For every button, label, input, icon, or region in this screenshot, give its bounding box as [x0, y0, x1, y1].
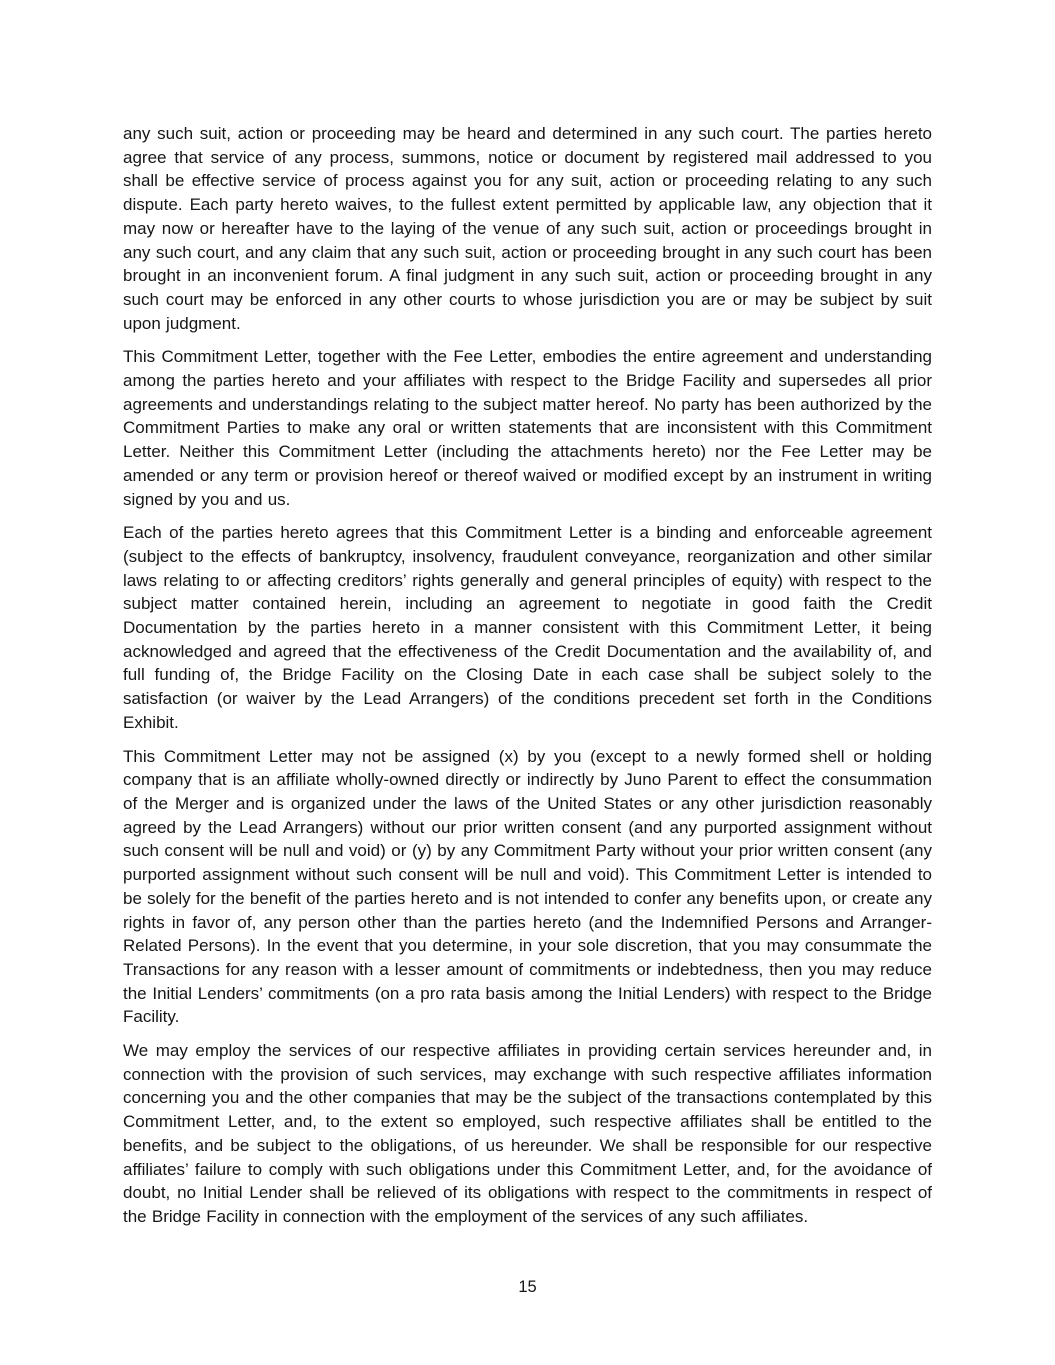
paragraph-jurisdiction-venue: any such suit, action or proceeding may be heard and determined in any such court. The parties hereto agree that service of any process, summons, notice or document by registered mail addressed to you shall be effective service of process against you for any suit, action or proceeding relating to any such dispute. Each party hereto waives, to the fullest extent permitted by applicable law, any objection that it may now or hereafter have to the laying of the venue of any such suit, action or proceedings brought in any such court, and any claim that any such suit, action or proceeding brought in any such court has been brought in an inconvenient forum. A final judgment in any such suit, action or proceeding brought in any such court may be enforced in any other courts to whose jurisdiction you are or may be subject by suit upon judgment.: [123, 124, 932, 333]
document-body: [123, 122, 932, 1239]
paragraph-entire-agreement: This Commitment Letter, together with the Fee Letter, embodies the entire agreement and understanding among the parties hereto and your affiliates with respect to the Bridge Facility and supersedes all prior agreements and understandings relating to the subject matter hereof. No party has been authorized by the Commitment Parties to make any oral or written statements that are inconsistent with this Commitment Letter. Neither this Commitment Letter (including the attachments hereto) nor the Fee Letter may be amended or any term or provision hereof or thereof waived or modified except by an instrument in writing signed by you and us.: [123, 347, 932, 509]
paragraph-binding-agreement: Each of the parties hereto agrees that this Commitment Letter is a binding and enforceable agreement (subject to the effects of bankruptcy, insolvency, fraudulent conveyance, reorganization and other similar laws relating to or affecting creditors’ rights generally and general principles of equity) with respect to the subject matter contained herein, including an agreement to negotiate in good faith the Credit Documentation by the parties hereto in a manner consistent with this Commitment Letter, it being acknowledged and agreed that the effectiveness of the Credit Documentation and the availability of, and full funding of, the Bridge Facility on the Closing Date in each case shall be subject solely to the satisfaction (or waiver by the Lead Arrangers) of the conditions precedent set forth in the Conditions Exhibit.: [123, 523, 932, 732]
paragraph-assignment: This Commitment Letter may not be assigned (x) by you (except to a newly formed shell or holding company that is an affiliate wholly-owned directly or indirectly by Juno Parent to effect the consummation of the Merger and is organized under the laws of the United States or any other jurisdiction reasonably agreed by the Lead Arrangers) without our prior written consent (and any purported assignment without such consent will be null and void) or (y) by any Commitment Party without your prior written consent (any purported assignment without such consent will be null and void). This Commitment Letter is intended to be solely for the benefit of the parties hereto and is not intended to confer any benefits upon, or create any rights in favor of, any person other than the parties hereto (and the Indemnified Persons and Arranger-Related Persons). In the event that you determine, in your sole discretion, that you may consummate the Transactions for any reason with a lesser amount of commitments or indebtedness, then you may reduce the Initial Lenders’ commitments (on a pro rata basis among the Initial Lenders) with respect to the Bridge Facility.: [123, 746, 932, 1027]
page-number: 15: [518, 1278, 537, 1296]
paragraph-affiliate-services: We may employ the services of our respective affiliates in providing certain services hereunder and, in connection with the provision of such services, may exchange with such respective affiliates information concerning you and the other companies that may be the subject of the transactions contemplated by this Commitment Letter, and, to the extent so employed, such respective affiliates shall be entitled to the benefits, and be subject to the obligations, of us hereunder. We shall be responsible for our respective affiliates’ failure to comply with such obligations under this Commitment Letter, and, for the avoidance of doubt, no Initial Lender shall be relieved of its obligations with respect to the commitments in respect of the Bridge Facility in connection with the employment of the services of any such affiliates.: [123, 1041, 932, 1226]
